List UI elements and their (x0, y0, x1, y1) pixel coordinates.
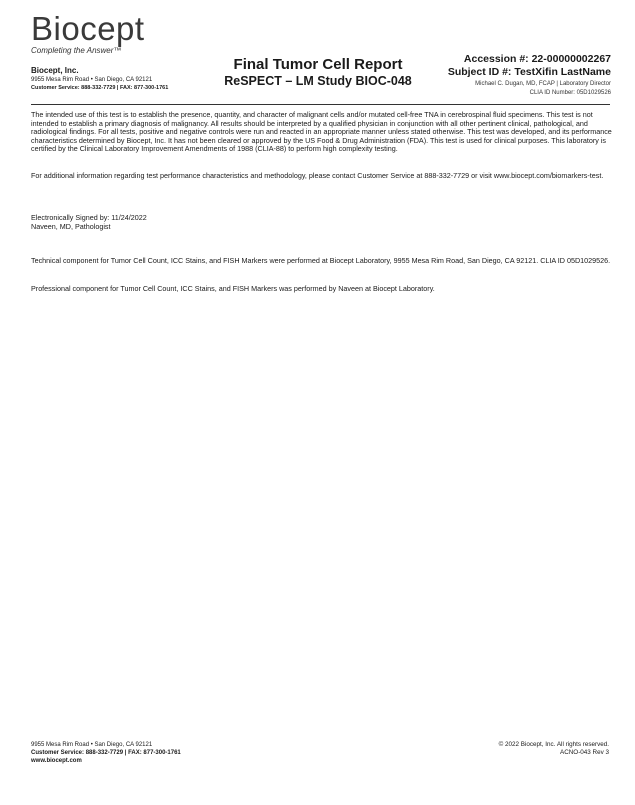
logo-wordmark: Biocept (31, 10, 145, 47)
signature-block (31, 214, 613, 231)
accession-number: Accession #: 22-00000002267 (463, 53, 611, 65)
footer-copyright: © 2022 Biocept, Inc. All rights reserved. (498, 741, 609, 748)
professional-component-paragraph: Professional component for Tumor Cell Count, ICC Stains, and FISH Markers was performed by Naveen at Biocept Laboratory. (31, 284, 435, 293)
report-identifiers (448, 53, 611, 98)
logo-tagline: Completing the Answer™ (31, 46, 122, 55)
additional-info-paragraph: For additional information regarding test performance characteristics and methodology, please contact Customer Service at 888-332-7729 or visit www.biocept.com/biomarkers-test. (31, 171, 604, 180)
report-title: Final Tumor Cell Report (233, 56, 403, 73)
footer-website: www.biocept.com (31, 758, 82, 764)
subject-id: Subject ID #: TestXifin LastName (447, 66, 611, 78)
lab-director: Michael C. Dugan, MD, FCAP | Laboratory Director (475, 81, 611, 87)
signed-name: Naveen, MD, Pathologist (31, 221, 111, 231)
clia-number: CLIA ID Number: 05D1029526 (529, 90, 611, 96)
header-divider (31, 104, 610, 105)
footer-service: Customer Service: 888-332-7729 | FAX: 877-300-1761 (31, 750, 181, 756)
footer-contact (31, 741, 181, 765)
company-logo (31, 12, 145, 55)
report-subtitle: ReSPECT – LM Study BIOC-048 (224, 74, 412, 88)
signed-date: Electronically Signed by: 11/24/2022 (31, 213, 147, 222)
technical-component-paragraph: Technical component for Tumor Cell Count, ICC Stains, and FISH Markers were performed at Biocept Laboratory, 9955 Mesa Rim Road, San Diego, CA 92121. CLIA ID 05D1029526. (31, 256, 611, 265)
company-service: Customer Service: 888-332-7729 | FAX: 877-300-1761 (31, 85, 169, 91)
footer-legal (499, 741, 609, 757)
company-name: Biocept, Inc. (31, 66, 79, 75)
footer-form-id: ACNO-043 Rev 3 (560, 749, 609, 756)
company-address: 9955 Mesa Rim Road • San Diego, CA 92121 (31, 77, 153, 83)
footer-address: 9955 Mesa Rim Road • San Diego, CA 92121 (31, 742, 153, 748)
intended-use-paragraph: The intended use of this test is to establish the presence, quantity, and character of malignant cells and/or mutated cell-free TNA in cerebrospinal fluid specimens. This test is not intended to establish a primary diagnosis of malignancy. All results should be interpreted by a qualified physician in conjunction with all other pertinent clinical, pathological, and radiological findings. For all tests, positive and negative controls were run and reacted in an appropriate manner unless stated otherwise. This test was developed, and its performance characteristics determined by Biocept, Inc. It has not been cleared or approved by the US Food & Drug Administration (FDA). This test is used for clinical purposes. This laboratory is certified by the Clinical Laboratory Improvement Amendments of 1988 (CLIA-88) to perform high complexity testing. (31, 110, 612, 154)
